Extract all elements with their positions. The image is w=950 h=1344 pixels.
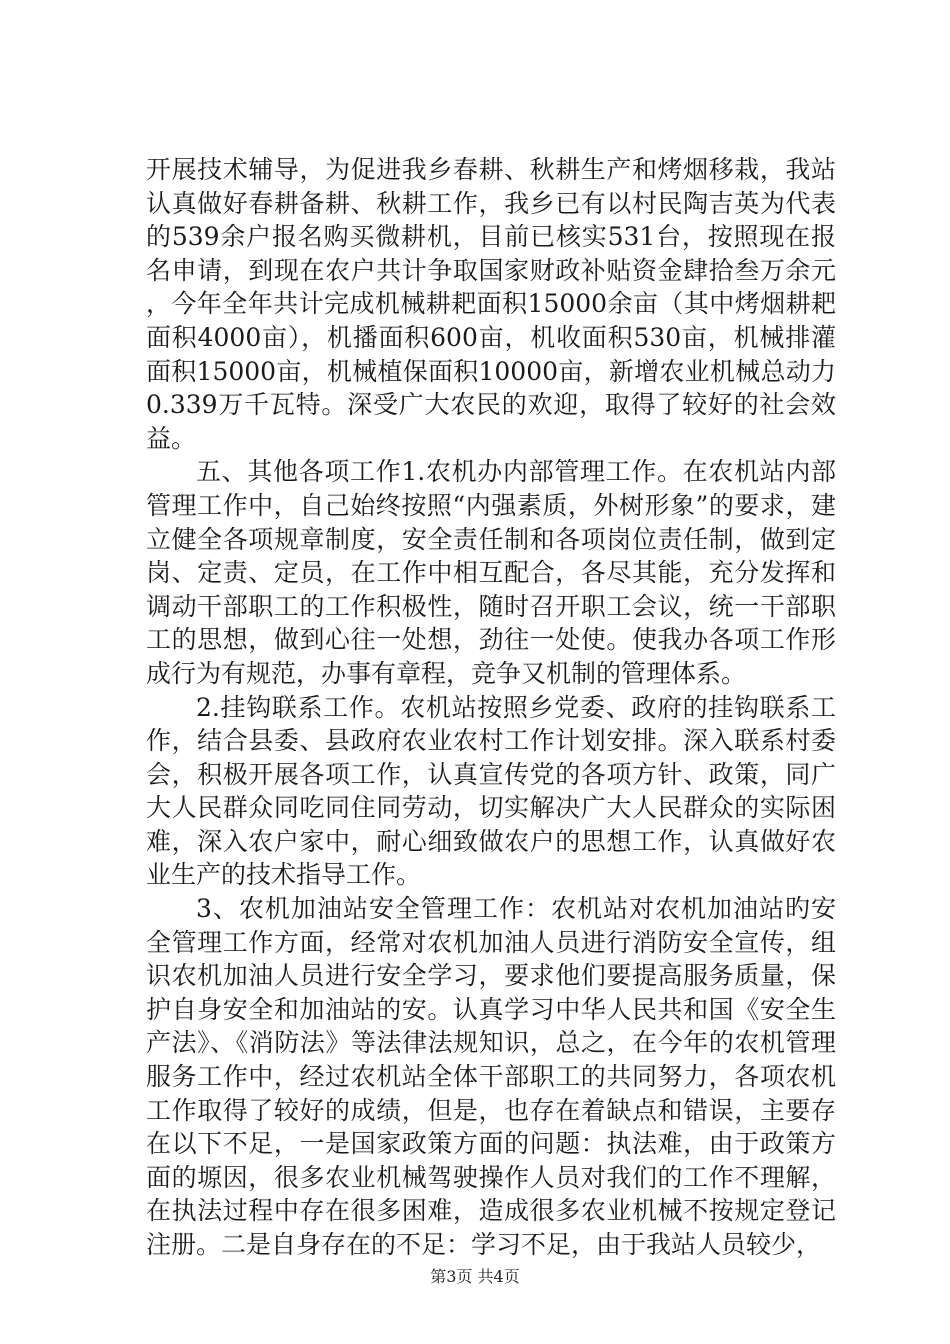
page-footer: 第3页 共4页: [430, 1267, 520, 1286]
paragraph-continuation: 开展技术辅导，为促进我乡春耕、秋耕生产和烤烟移栽，我站认真做好春耕备耕、秋耕工作，我乡已有以村民陶吉英为代表的539余户报名购买微耕机，目前已核实531台，按照现在报名申请，到现在农户共计争取国家财政补贴资金肆拾叁万余元，今年全年共计完成机械耕耙面积15000余亩（其中烤烟耕耙面积4000亩），机播面积600亩，机收面积530亩，机械排灌面积15000亩，机械植保面积10000亩，新增农业机械总动力0.339万千瓦特。深受广大农民的欢迎，取得了较好的社会效益。: [146, 155, 836, 453]
paragraph-fuel-station-safety: 3、农机加油站安全管理工作：农机站对农机加油站旳安全管理工作方面，经常对农机加油人员进行消防安全宣传，组识农机加油人员进行安全学习，要求他们要提高服务质量，保护自身安全和加油站的安。认真学习中华人民共和国《安全生产法》、《消防法》等法律法规知识，总之，在今年的农机管理服务工作中，经过农机站全体干部职工的共同努力，各项农机工作取得了较好的成绩，但是，也存在着缺点和错误，主要存在以下不足，一是国家政策方面的问题：执法难，由于政策方面的塬因，很多农业机械驾驶操作人员对我们的工作不理解，在执法过程中存在很多困难，造成很多农业机械不按规定登记注册。二是自身存在的不足：学习不足，由于我站人员较少，: [146, 894, 836, 1259]
paragraph-other-work: 五、其他各项工作1.农机办内部管理工作。在农机站内部管理工作中，自己始终按照“内强素质，外树形象”的要求，建立健全各项规章制度，安全责任制和各项岗位责任制，做到定岗、定责、定员，在工作中相互配合，各尽其能，充分发挥和调动干部职工的工作积极性，随时召开职工会议，统一干部职工的思想，做到心往一处想，劲往一处使。使我办各项工作形成行为有规范，办事有章程，竞争又机制的管理体系。: [146, 457, 836, 688]
document-body: [146, 153, 836, 1262]
paragraph-liaison-work: 2.挂钩联系工作。农机站按照乡党委、政府的挂钩联系工作，结合县委、县政府农业农村工作计划安排。深入联系村委会，积极开展各项工作，认真宣传党的各项方针、政策，同广大人民群众同吃同住同劳动，切实解决广大人民群众的实际困难，深入农户家中，耐心细致做农户的思想工作，认真做好农业生产的技术指导工作。: [146, 692, 836, 890]
